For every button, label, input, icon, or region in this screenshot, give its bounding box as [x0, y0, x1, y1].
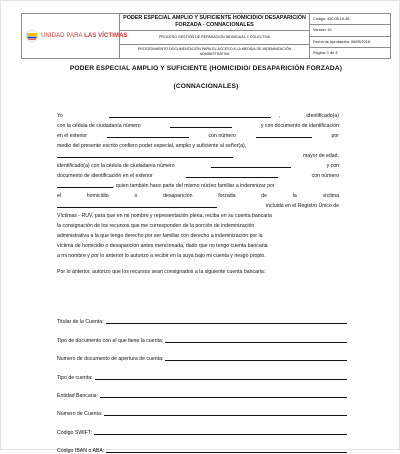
field-label: Número de Cuenta: [57, 411, 103, 418]
body-text: administrativa a la que tengo derecho por ser familiar con derecho a indemnización por la [57, 233, 263, 239]
body-line [57, 131, 339, 141]
form-field[interactable] [57, 381, 347, 399]
body-text: Yo [57, 113, 63, 119]
field-label: Tipo de documento con el que tiene la cuenta: [57, 337, 164, 344]
document-subtitle: (CONNACIONALES) [173, 83, 239, 90]
body-text: a mi nombre y por lo anterior lo autorizo a recibir en la suya bajo mi cuenta y riesgo propio. [57, 253, 266, 259]
body-line [57, 267, 339, 277]
header-code: Código: 430.08.15-36 [310, 14, 390, 25]
form-field[interactable] [57, 307, 347, 325]
logo-cell [22, 14, 128, 58]
form-field[interactable] [57, 417, 347, 435]
field-label: Titular de la Cuenta: [57, 319, 104, 326]
fill-blank[interactable] [57, 201, 217, 208]
body-text: con la cédula de ciudadanía número [57, 123, 141, 129]
header-procedure: PROCEDIMIENTO DOCUMENTACIÓN PARA EL ACCESO A LA MEDIDA DE INDEMNIZACIÓN ADMINISTRATIVA [137, 47, 292, 56]
body-text: con número [208, 133, 236, 139]
header-version: Versión: 01 [310, 25, 390, 36]
body-text: mayor de edad, [302, 153, 339, 159]
fill-blank[interactable] [211, 161, 291, 168]
body-text: por [331, 133, 339, 139]
field-label: Código IBAN o ABA: [57, 448, 105, 454]
body-text: Por lo anterior, autorizo que los recursos sean consignados a la siguiente cuenta bancaria: [57, 269, 266, 275]
bank-account-fields [57, 307, 347, 454]
body-text: de [261, 193, 268, 199]
document-header-table [21, 13, 391, 59]
form-field[interactable] [57, 325, 347, 343]
header-title: PODER ESPECIAL AMPLIO Y SUFICIENTE HOMICIDIO/ DESAPARICIÓN FORZADA - CONNACIONALES [120, 14, 309, 31]
body-line [57, 191, 339, 201]
fill-blank[interactable] [109, 111, 271, 118]
spacer [234, 151, 303, 161]
body-line [57, 201, 339, 211]
body-line [57, 151, 339, 161]
body-text: con número [311, 173, 339, 179]
body-line [57, 231, 339, 241]
field-line[interactable] [95, 374, 347, 380]
body-text: identificado(a) con la cédula de ciudadanía número [57, 163, 175, 169]
body-text: y con [326, 163, 339, 169]
body-line [57, 161, 339, 171]
body-text: , [278, 113, 281, 119]
field-label: Entidad Bancaria: [57, 392, 98, 399]
body-line [57, 211, 339, 221]
fill-blank[interactable] [286, 111, 306, 117]
body-text: víctima de homicidio o desaparición antes mencionada, dado que no tengo cuenta bancaria [57, 243, 268, 249]
fill-blank[interactable] [107, 131, 189, 138]
body-text: el [57, 193, 62, 199]
field-line[interactable] [165, 355, 347, 361]
field-line[interactable] [100, 392, 347, 398]
body-text: y con documento de identificación [260, 123, 339, 129]
field-line[interactable] [106, 447, 347, 453]
field-line[interactable] [94, 429, 347, 435]
document-title: PODER ESPECIAL AMPLIO Y SUFICIENTE (HOMICIDIO/ DESAPARICIÓN FORZADA) [69, 65, 343, 72]
body-text: desaparición [163, 193, 193, 199]
fill-blank[interactable] [57, 181, 113, 188]
body-line [57, 111, 339, 121]
body-line [57, 251, 339, 261]
body-text: forzada [218, 193, 236, 199]
header-page-number: Página: 1 de 3 [313, 50, 338, 55]
body-text: , [233, 153, 235, 159]
colombian-flag-logo-icon [26, 30, 38, 42]
body-text: víctima [322, 193, 339, 199]
body-text: documento de identificación en el exterior [57, 173, 153, 179]
body-text: la consignación de los recursos que me corresponden de la porción de indemnización [57, 223, 255, 229]
form-field[interactable] [57, 344, 347, 362]
field-label: Tipo de cuenta: [57, 374, 93, 381]
field-line[interactable] [165, 337, 347, 343]
fill-blank[interactable] [57, 151, 233, 158]
fill-blank[interactable] [256, 131, 312, 138]
body-line [57, 181, 339, 191]
body-text: incluida en el Registro Único de [266, 203, 339, 209]
body-text: la [292, 193, 297, 199]
header-center [120, 14, 310, 58]
body-line [57, 221, 339, 231]
body-line [57, 241, 339, 251]
body-line [57, 171, 339, 181]
header-approval-date: Fecha de Aprobación: 06/05/2016 [310, 37, 390, 48]
field-line[interactable] [104, 410, 347, 416]
body-line [57, 141, 339, 151]
body-line [57, 121, 339, 131]
fill-blank[interactable] [186, 171, 278, 178]
body-text: , quien también hace parte del mismo núcleo familiar a indemnizar por [113, 183, 275, 189]
field-label: Código SWIFT: [57, 429, 92, 436]
fill-blank[interactable] [170, 121, 232, 128]
header-meta [310, 14, 390, 58]
body-text: homicidio [86, 193, 109, 199]
body-text: en el exterior [57, 133, 87, 139]
field-label: Numero de documento de apertura de cuenta: [57, 356, 164, 363]
body-text: identificado(a) [306, 113, 339, 119]
body-text: o [134, 193, 138, 199]
brand-name: UNIDAD PARA LAS VÍCTIMAS [41, 33, 128, 39]
body-text: medio del presente escrito confiero poder especial, amplio y suficiente al señor(a), [57, 143, 247, 149]
body-text: Víctimas - RUV, para que en mi nombre y representación plena, reciba en su cuenta bancaria [57, 213, 272, 219]
form-field[interactable] [57, 436, 347, 454]
header-process: PROCESO GESTIÓN DE REPARACIÓN INDIVIDUAL Y COLECTIVA [120, 31, 309, 45]
form-field[interactable] [57, 399, 347, 417]
document-body [57, 111, 339, 277]
field-line[interactable] [106, 318, 347, 324]
form-field[interactable] [57, 362, 347, 380]
